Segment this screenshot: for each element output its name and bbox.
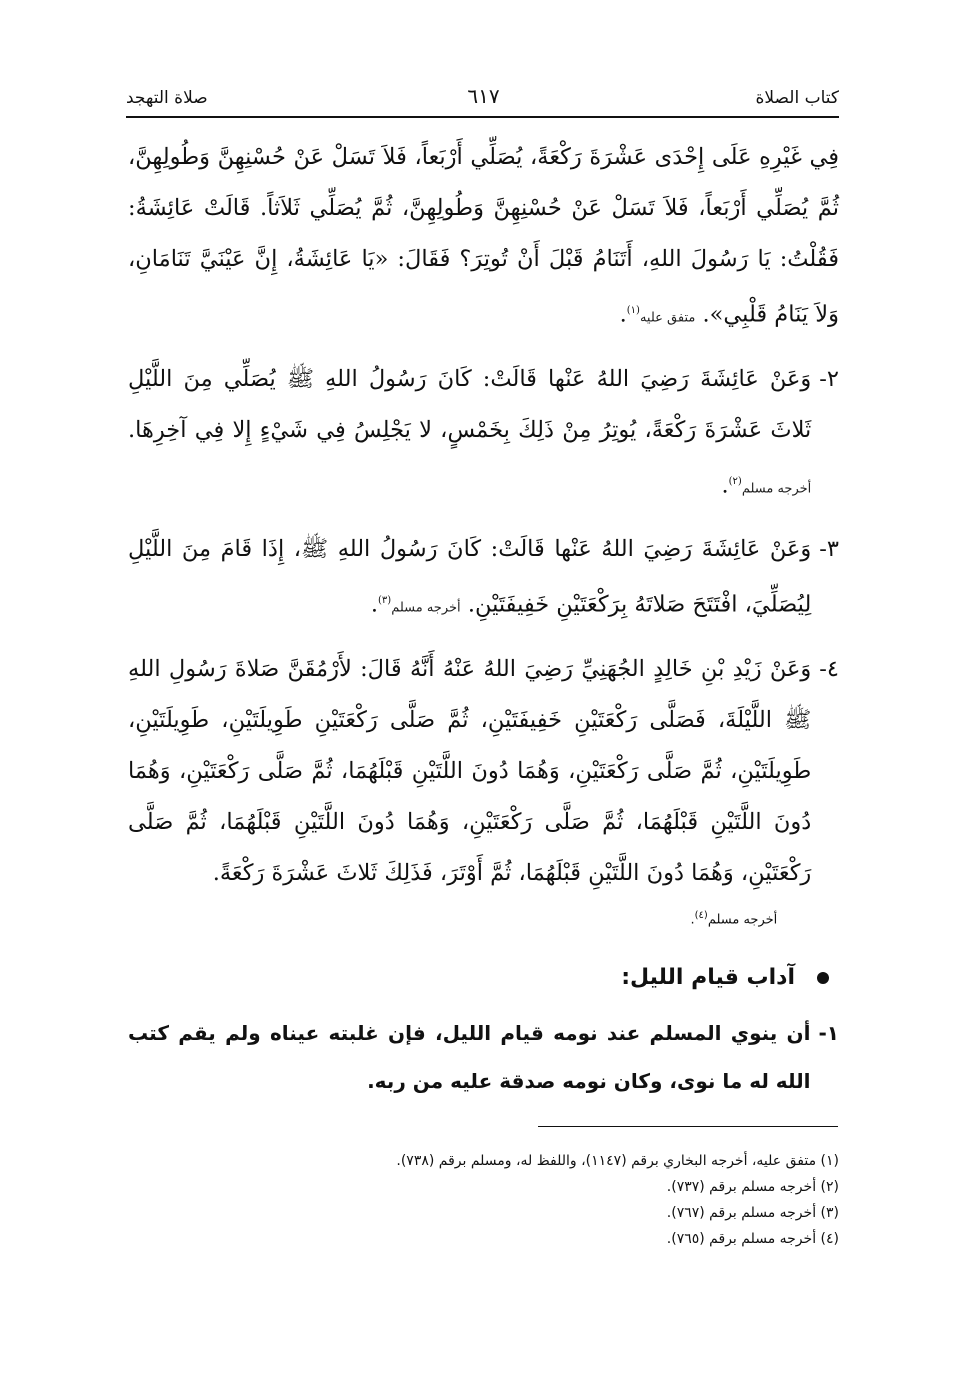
footnote-marker-2: (٢) [728, 475, 742, 487]
adab-number: ١- [818, 1020, 839, 1045]
hadith-number: ٢- [819, 365, 839, 392]
hadith-body: وَعَنْ عَائِشَةَ رَضِيَ اللهُ عَنْها قَالَتْ: كَانَ رَسُولُ اللهِ ﷺ يُصَلِّي مِنَ اللَّيْلِ ثَلاثَ عَشْرَةَ رَكْعَةً، يُوتِرُ مِنْ ذَلِكَ بِخَمْسٍ، لا يَجْلِسُ فِي شَيْءٍ إِلا فِي آخِرِهَا. [128, 365, 812, 443]
main-text [128, 132, 839, 1105]
page-number: ٦١٧ [467, 84, 500, 108]
adab-text: أن ينوي المسلم عند نومه قيام الليل، فإن غلبته عيناه ولم يقم كتب الله له ما نوى، وكان نومه صدقة عليه من ربه. [128, 1020, 811, 1093]
footnote-3: (٣) أخرجه مسلم برقم (٧٦٧). [666, 1205, 839, 1221]
hadith-reference: أخرجه مسلم [741, 481, 812, 496]
hadith-body: وَعَنْ زَيْدِ بْنِ خَالِدٍ الجُهَنِيِّ رَضِيَ اللهُ عَنْهُ أَنَّهُ قَالَ: لأَرْمُقَنَّ صَلاةَ رَسُولِ اللهِ ﷺ اللَّيْلَةَ، فَصَلَّى رَكْعَتَيْنِ خَفِيفَتَيْنِ، ثُمَّ صَلَّى رَكْعَتَيْنِ طَوِيلَتَيْنِ، طَوِيلَتَيْنِ، طَوِيلَتَيْنِ، ثُمَّ صَلَّى رَكْعَتَيْنِ، وَهُمَا دُونَ اللَّتَيْنِ قَبْلَهُمَا، ثُمَّ صَلَّى رَكْعَتَيْنِ، وَهُمَا دُونَ اللَّتَيْنِ قَبْلَهُمَا، ثُمَّ صَلَّى رَكْعَتَيْنِ، وَهُمَا دُونَ اللَّتَيْنِ قَبْلَهُمَا، ثُمَّ صَلَّى رَكْعَتَيْنِ، وَهُمَا دُونَ اللَّتَيْنِ قَبْلَهُمَا، ثُمَّ أَوْتَرَ، فَذَلِكَ ثَلاثَ عَشْرَةَ رَكْعَةً. [128, 655, 812, 886]
hadith-number: ٤- [819, 655, 839, 682]
hadith-reference-line: أخرجه مسلم$^{(٤)}$. [690, 909, 778, 927]
adab-item-1 [128, 1009, 839, 1105]
continuation-text: فِي غَيْرِهِ عَلَى إِحْدَى عَشْرَةَ رَكْعَةً، يُصَلِّي أَرْبَعاً، فَلاَ تَسَلْ عَنْ حُسْنِهِنَّ وَطُولِهِنَّ، ثُمَّ يُصَلِّي أَرْبَعاً، فَلاَ تَسَلْ عَنْ حُسْنِهِنَّ وَطُولِهِنَّ، ثُمَّ يُصَلِّي ثَلاَثاً. قَالَتْ عَائِشَةُ: فَقُلْتُ: يَا رَسُولَ اللهِ، أَتَنَامُ قَبْلَ أَنْ تُوتِرَ؟ فَقَالَ: «يَا عَائِشَةُ، إِنَّ عَيْنَيَّ تَنَامَانِ، وَلاَ يَنَامُ قَلْبِي». [128, 144, 839, 328]
footnote-4: (٤) أخرجه مسلم برقم (٧٦٥). [666, 1231, 839, 1247]
section-heading [128, 953, 829, 1003]
hadith-number: ٣- [819, 536, 839, 562]
hadith-body: وَعَنْ عَائِشَةَ رَضِيَ اللهُ عَنْها قَالَتْ: كَانَ رَسُولُ اللهِ ﷺ، إِذَا قَامَ مِنَ اللَّيْلِ لِيُصَلِّيَ، افْتَتَحَ صَلاتَهُ بِرَكْعَتَيْنِ خَفِيفَتَيْنِ. [128, 536, 812, 618]
footnote-1: (١) متفق عليه، أخرجه البخاري برقم (١١٤٧)، واللفظ له، ومسلم برقم (٧٣٨). [396, 1153, 839, 1169]
hadith-3 [128, 524, 839, 634]
running-header-book-title: كتاب الصلاة [755, 88, 839, 108]
footnote-divider [538, 1126, 838, 1127]
footnote-marker-3: (٣) [378, 595, 392, 606]
hadith-text: وَعَنْ عَائِشَةَ رَضِيَ اللهُ عَنْها قَالَتْ: كَانَ رَسُولُ اللهِ ﷺ، إِذَا قَامَ مِنَ اللَّيْلِ لِيُصَلِّيَ، افْتَتَحَ صَلاتَهُ بِرَكْعَتَيْنِ خَفِيفَتَيْنِ. أخرجه مسلم$^{(٣)}$. [128, 536, 812, 618]
hadith-reference: أخرجه مسلم [707, 911, 778, 927]
continuation-reference: متفق عليه [639, 310, 696, 326]
footnotes [128, 1148, 839, 1252]
header-divider [126, 116, 839, 118]
bullet-icon [817, 972, 829, 984]
section-title: آداب قيام الليل: [621, 965, 795, 991]
hadith-text [128, 644, 811, 899]
running-header-chapter-title: صلاة التهجد [126, 88, 208, 108]
footnote-2: (٢) أخرجه مسلم برقم (٧٣٧). [666, 1179, 839, 1195]
hadith-2 [128, 354, 839, 515]
footnote-marker-4: (٤) [694, 909, 708, 921]
hadith-reference: أخرجه مسلم [391, 600, 461, 616]
hadith-4 [128, 644, 839, 937]
footnote-marker-1: (١) [626, 305, 640, 316]
continuation-paragraph: فِي غَيْرِهِ عَلَى إِحْدَى عَشْرَةَ رَكْعَةً، يُصَلِّي أَرْبَعاً، فَلاَ تَسَلْ عَنْ حُسْنِهِنَّ وَطُولِهِنَّ، ثُمَّ يُصَلِّي أَرْبَعاً، فَلاَ تَسَلْ عَنْ حُسْنِهِنَّ وَطُولِهِنَّ، ثُمَّ يُصَلِّي ثَلاَثاً. قَالَتْ عَائِشَةُ: فَقُلْتُ: يَا رَسُولَ اللهِ، أَتَنَامُ قَبْلَ أَنْ تُوتِرَ؟ فَقَالَ: «يَا عَائِشَةُ، إِنَّ عَيْنَيَّ تَنَامَانِ، وَلاَ يَنَامُ قَلْبِي». متفق عليه$^{(١)}$. [128, 144, 839, 328]
hadith-text: وَعَنْ عَائِشَةَ رَضِيَ اللهُ عَنْها قَالَتْ: كَانَ رَسُولُ اللهِ ﷺ يُصَلِّي مِنَ اللَّيْلِ ثَلاثَ عَشْرَةَ رَكْعَةً، يُوتِرُ مِنْ ذَلِكَ بِخَمْسٍ، لا يَجْلِسُ فِي شَيْءٍ إِلا فِي آخِرِهَا. أخرجه مسلم$^{(٢)}$. [128, 365, 812, 498]
